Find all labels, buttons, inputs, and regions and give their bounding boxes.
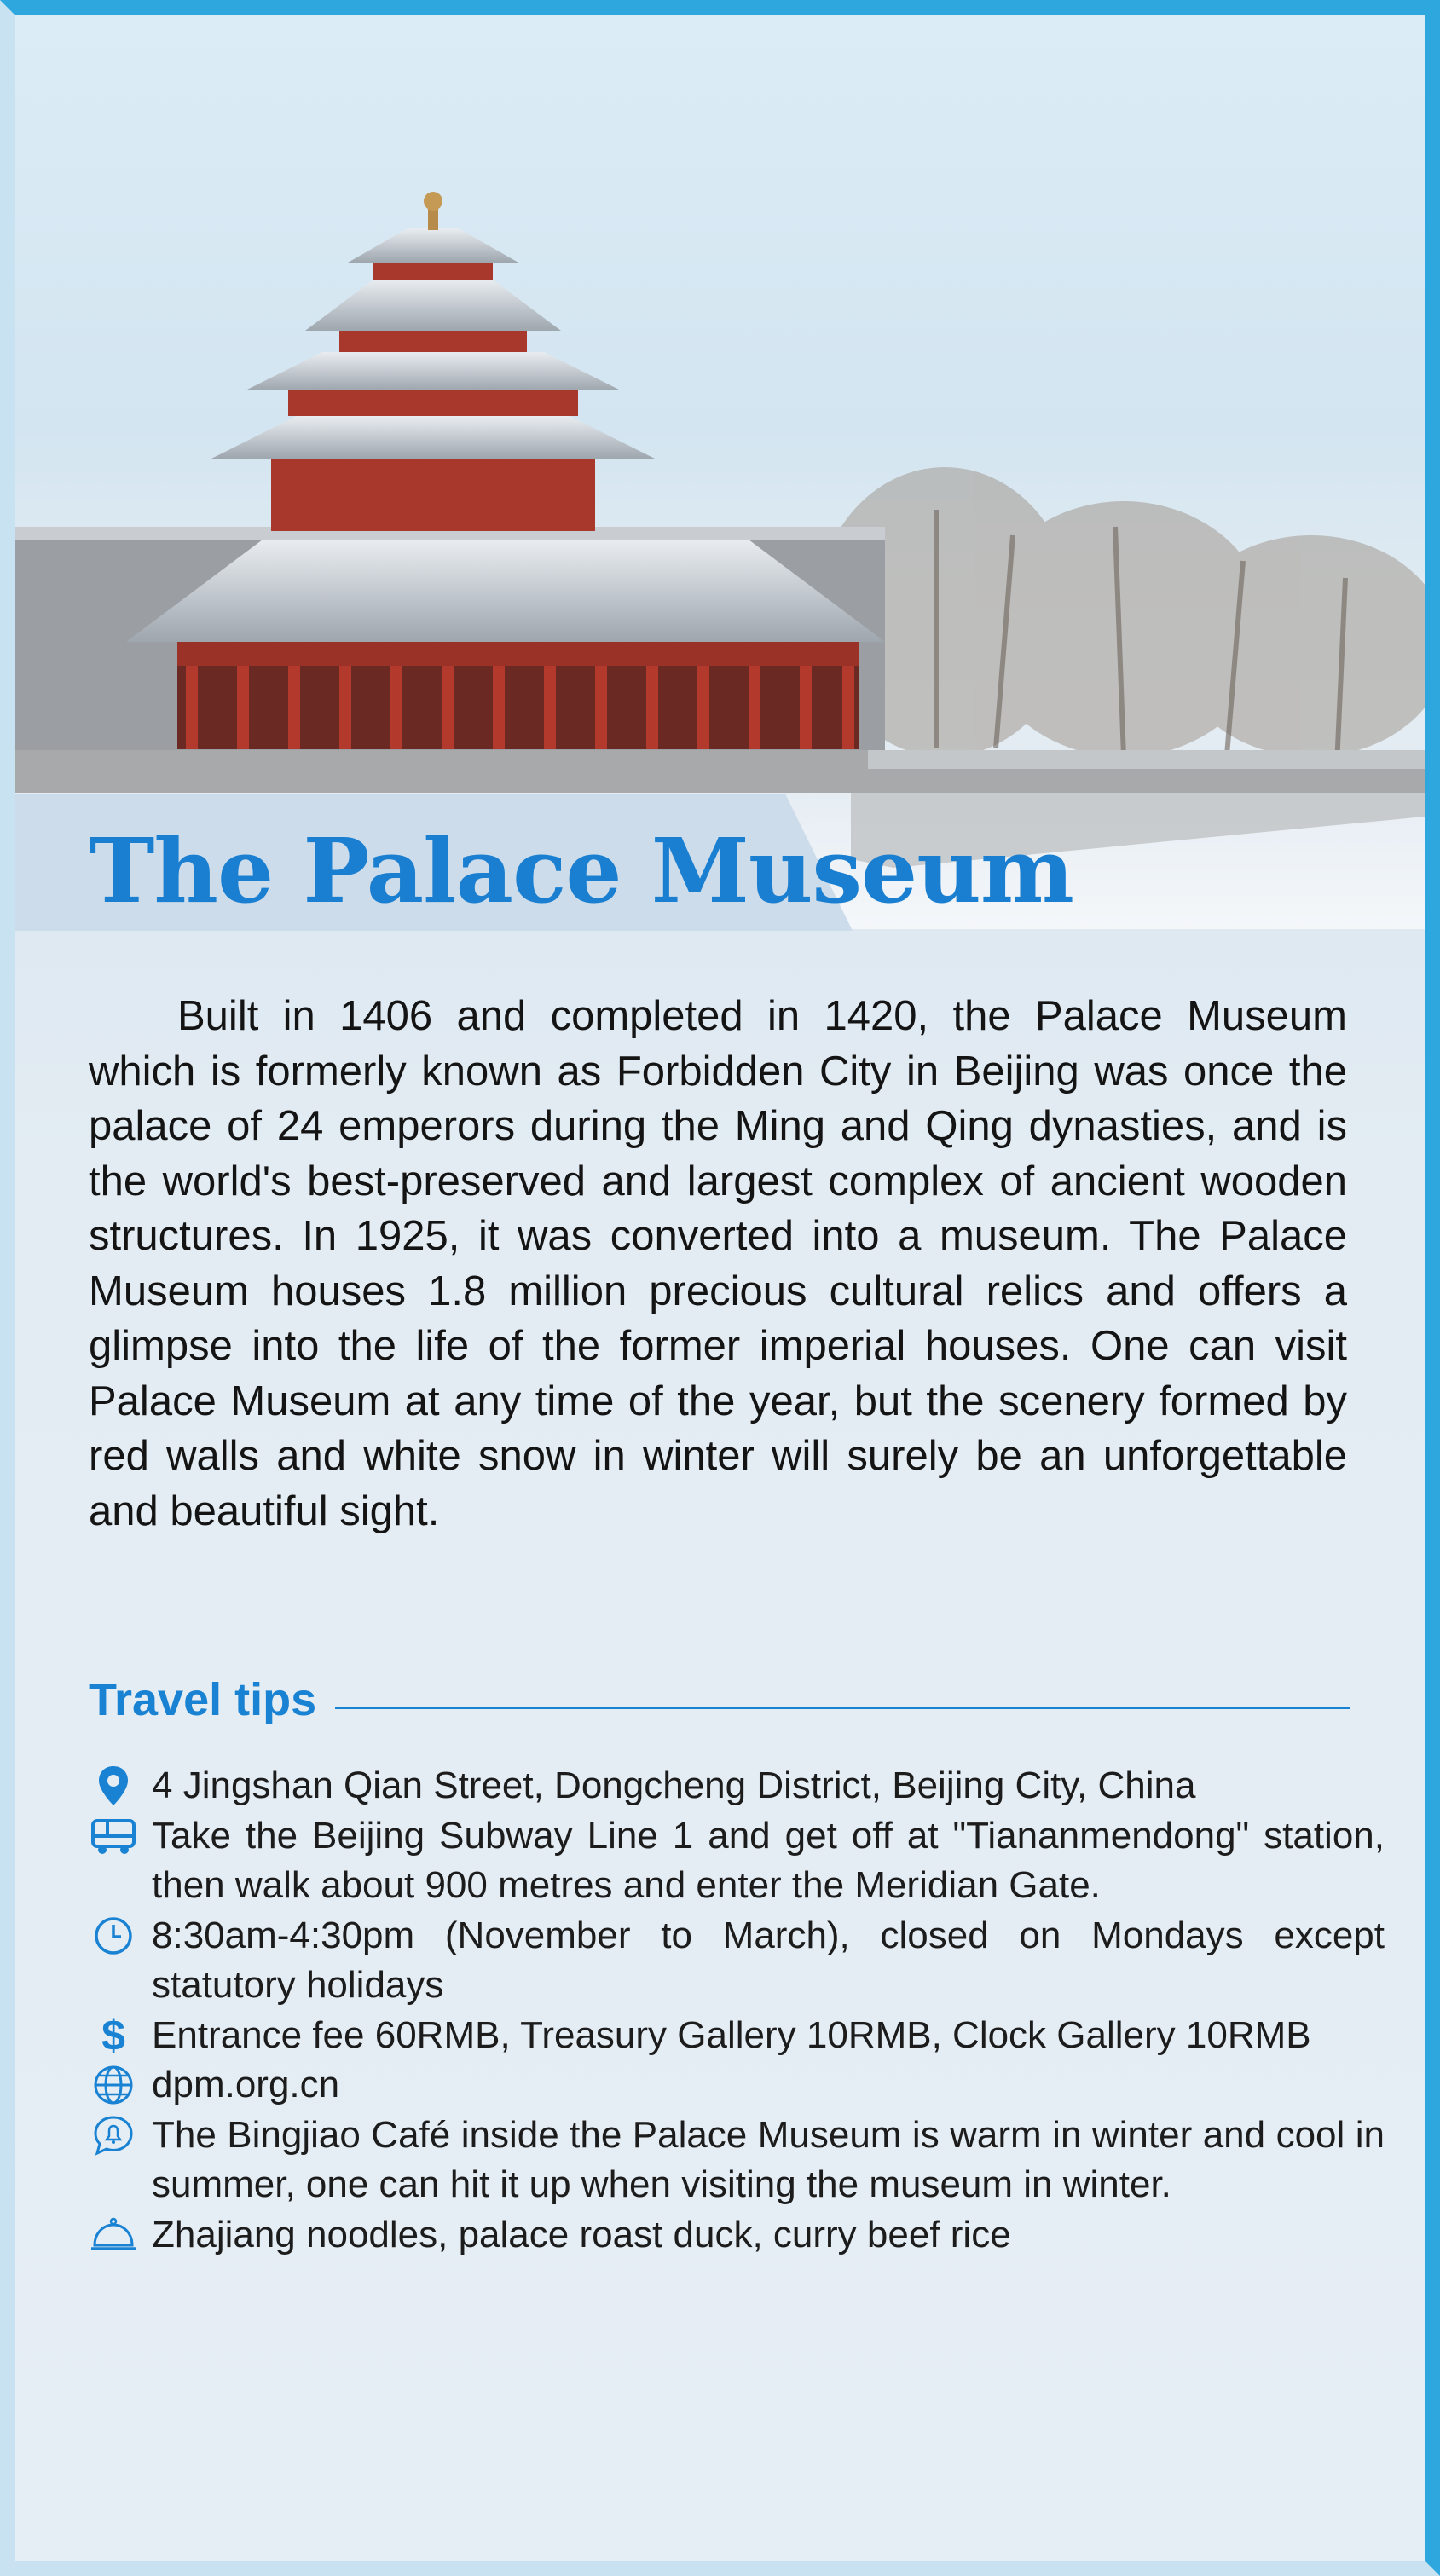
page-title: The Palace Museum: [89, 818, 1073, 923]
location-pin-icon: [89, 1761, 138, 1811]
tip-text: Zhajiang noodles, palace roast duck, curry beef rice: [152, 2213, 1011, 2255]
tip-text: dpm.org.cn: [152, 2064, 340, 2105]
globe-icon: [89, 2060, 138, 2110]
chat-bell-icon: [89, 2111, 138, 2160]
tip-text: Entrance fee 60RMB, Treasury Gallery 10RMB, Clock Gallery 10RMB: [152, 2013, 1311, 2056]
tip-hours: [89, 1911, 1385, 2011]
hero-photo: [15, 15, 1425, 929]
tip-food: [89, 2210, 1385, 2261]
corner-tower-illustration: [15, 15, 1425, 929]
clock-icon: [89, 1911, 138, 1961]
tip-cafe: [89, 2111, 1385, 2210]
tip-address: [89, 1761, 1385, 1811]
travel-tips-header: [89, 1672, 1350, 1727]
food-cloche-icon: [89, 2210, 138, 2260]
dollar-icon: $: [101, 2011, 125, 2059]
travel-tips-list: [89, 1761, 1385, 2260]
tip-fees: [89, 2011, 1385, 2061]
bus-icon: [89, 1811, 138, 1861]
intro-paragraph: Built in 1406 and completed in 1420, the Palace Museum which is formerly known as Forbidden City in Beijing was once the palace of 24 emperors during the Ming and Qing dynasties, and is the world's best-preserved and largest complex of ancient wooden structures. In 1925, it was converted into a museum. The Palace Museum houses 1.8 million precious cultural relics and offers a glimpse into the life of the former imperial houses. One can visit Palace Museum at any time of the year, but the scenery formed by red walls and white snow in winter will surely be an unforgettable and beautiful sight.: [89, 993, 1347, 1534]
tip-website: [89, 2060, 1385, 2111]
tip-text: 4 Jingshan Qian Street, Dongcheng District, Beijing City, China: [152, 1765, 1196, 1806]
tip-text: The Bingjiao Café inside the Palace Museum is warm in winter and cool in summer, one can hit it up when visiting the museum in winter.: [152, 2113, 1385, 2205]
tip-text: Take the Beijing Subway Line 1 and get off at "Tiananmendong" station, then walk about 900 metres and enter the Meridian Gate.: [152, 1814, 1385, 1906]
tip-text: 8:30am-4:30pm (November to March), closed on Mondays except statutory holidays: [152, 1914, 1385, 2006]
tip-transport: [89, 1811, 1385, 1911]
travel-tips-heading: Travel tips: [89, 1674, 317, 1725]
heading-rule: [335, 1707, 1350, 1709]
